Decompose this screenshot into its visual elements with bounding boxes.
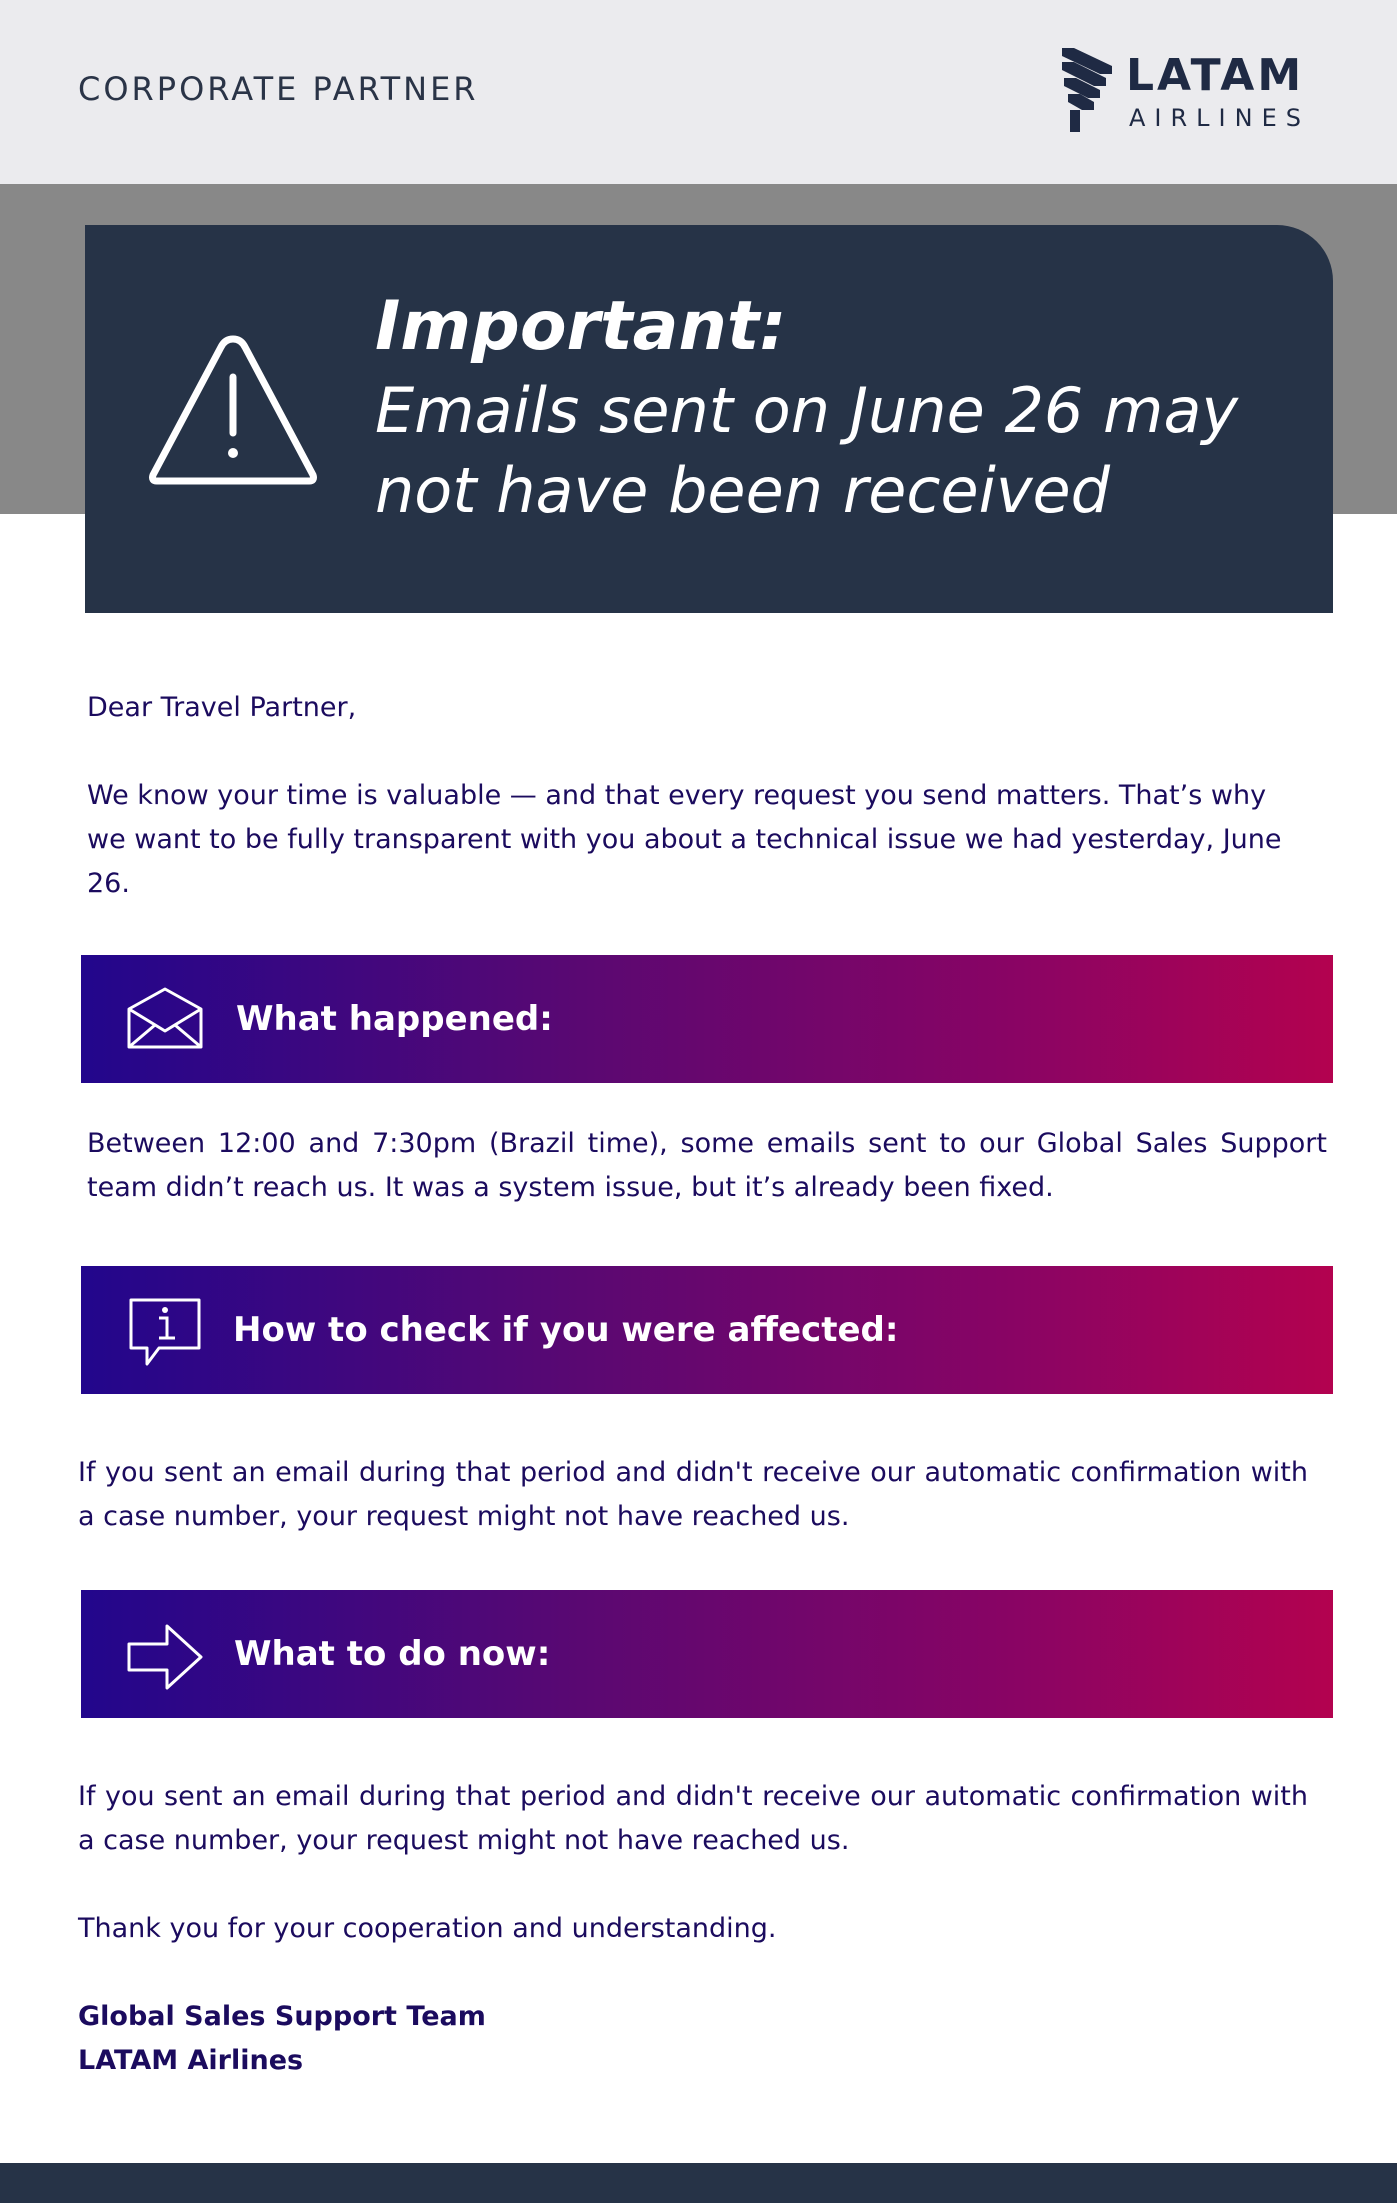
greeting: Dear Travel Partner, — [87, 692, 357, 723]
hero-title: Important: — [375, 287, 787, 366]
section-text: If you sent an email during that period and didn't receive our automatic confirmation with a case number, your request might not have reached us. — [78, 1781, 1308, 1856]
section-what-to-do — [81, 1590, 1333, 1718]
logo-subtitle: AIRLINES — [1129, 104, 1310, 132]
section-text: If you sent an email during that period and didn't receive our automatic confirmation with a case number, your request might not have reached us. — [78, 1457, 1308, 1532]
section-what-happened — [81, 955, 1333, 1083]
latam-logo[interactable] — [1060, 48, 1330, 138]
hero-subtitle: Emails sent on June 26 may not have been received — [375, 374, 1239, 527]
section-text: Between 12:00 and 7:30pm (Brazil time), some emails sent to our Global Sales Support team didn’t reach us. It was a system issue, but it’s already been fixed. — [87, 1128, 1327, 1203]
info-chat-icon — [125, 1296, 205, 1370]
arrow-right-icon — [125, 1620, 205, 1694]
section-title: What happened: — [236, 999, 553, 1039]
warning-triangle-icon — [145, 329, 321, 489]
envelope-icon — [125, 985, 205, 1059]
corporate-partner-label: CORPORATE PARTNER — [78, 70, 479, 108]
signature-company: LATAM Airlines — [78, 2045, 304, 2076]
signature-team: Global Sales Support Team — [78, 2001, 486, 2032]
section-how-to-check — [81, 1266, 1333, 1394]
section-title: What to do now: — [234, 1634, 551, 1674]
latam-stripes-logo-icon — [1060, 48, 1114, 132]
intro-paragraph: We know your time is valuable — and that every request you send matters. That’s why we want to be fully transparent with you about a technical issue we had yesterday, June 26. — [87, 780, 1282, 899]
thanks-text: Thank you for your cooperation and understanding. — [78, 1913, 777, 1944]
logo-wordmark: LATAM — [1126, 50, 1305, 101]
section-title: How to check if you were affected: — [233, 1310, 899, 1350]
hero-banner — [85, 225, 1333, 613]
header-bar — [0, 0, 1397, 184]
footer-bar — [0, 2163, 1397, 2203]
